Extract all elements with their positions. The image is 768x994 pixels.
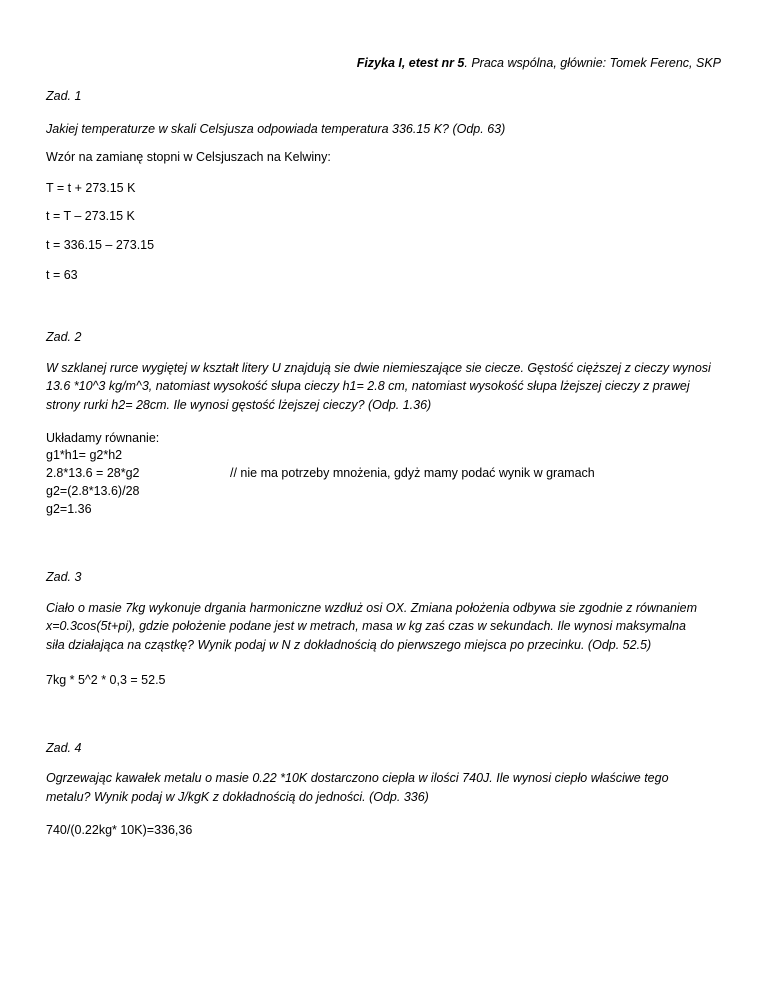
- task-2-question-line: W szklanej rurce wygiętej w kształt litery U znajdują sie dwie niemieszające sie ciecze. Gęstość cięższej z cieczy wynosi: [46, 361, 711, 375]
- task-3-question-line: Ciało o masie 7kg wykonuje drgania harmoniczne wzdłuż osi OX. Zmiana położenia odbywa sie zgodnie z równaniem: [46, 601, 698, 615]
- task-1-label: Zad. 1: [46, 89, 82, 103]
- task-2-solution-line: Układamy równanie:: [46, 431, 160, 445]
- header-title-rest: . Praca wspólna, głównie: Tomek Ferenc, SKP: [464, 56, 721, 70]
- task-3-question-line: siła działająca na cząstkę? Wynik podaj w N z dokładnością do pierwszego miejsca po przecinku. (Odp. 52.5): [46, 638, 652, 652]
- task-2-solution-line: 2.8*13.6 = 28*g2: [46, 466, 140, 480]
- task-3-solution-line: 7kg * 5^2 * 0,3 = 52.5: [46, 673, 166, 687]
- task-1-solution-line: Wzór na zamianę stopni w Celsjuszach na Kelwiny:: [46, 150, 331, 164]
- task-4-question-line: Ogrzewając kawałek metalu o masie 0.22 *10K dostarczono ciepła w ilości 740J. Ile wynosi ciepło właściwe tego: [46, 771, 669, 785]
- task-1-solution-line: t = 336.15 – 273.15: [46, 238, 155, 252]
- task-4-question-line: metalu? Wynik podaj w J/kgK z dokładnością do jedności. (Odp. 336): [46, 790, 429, 804]
- header-title-bold: Fizyka I, etest nr 5: [356, 56, 465, 70]
- task-2-question-line: strony rurki h2= 28cm. Ile wynosi gęstość lżejszej cieczy? (Odp. 1.36): [46, 398, 432, 412]
- task-2-comment: // nie ma potrzeby mnożenia, gdyż mamy podać wynik w gramach: [230, 466, 595, 480]
- task-1-solution-line: t = T – 273.15 K: [46, 209, 135, 223]
- task-2-label: Zad. 2: [46, 330, 82, 344]
- task-4-solution-line: 740/(0.22kg* 10K)=336,36: [46, 823, 193, 837]
- task-3-label: Zad. 3: [46, 570, 82, 584]
- task-2-solution-line: g2=(2.8*13.6)/28: [46, 484, 140, 498]
- task-1-solution-line: t = 63: [46, 268, 78, 282]
- task-3-question-line: x=0.3cos(5t+pi), gdzie położenie podane jest w metrach, masa w kg zaś czas w sekundach. Ile wynosi maksymalna: [46, 619, 686, 633]
- task-2-solution-line: g1*h1= g2*h2: [46, 448, 123, 462]
- task-2-solution-line: g2=1.36: [46, 502, 92, 516]
- task-4-label: Zad. 4: [46, 741, 82, 755]
- task-1-solution-line: T = t + 273.15 K: [46, 181, 136, 195]
- document-header: [357, 56, 721, 70]
- task-1-question: Jakiej temperaturze w skali Celsjusza odpowiada temperatura 336.15 K? (Odp. 63): [46, 122, 506, 136]
- task-2-question-line: 13.6 *10^3 kg/m^3, natomiast wysokość słupa cieczy h1= 2.8 cm, natomiast wysokość słupa lżejszej cieczy z prawej: [46, 379, 690, 393]
